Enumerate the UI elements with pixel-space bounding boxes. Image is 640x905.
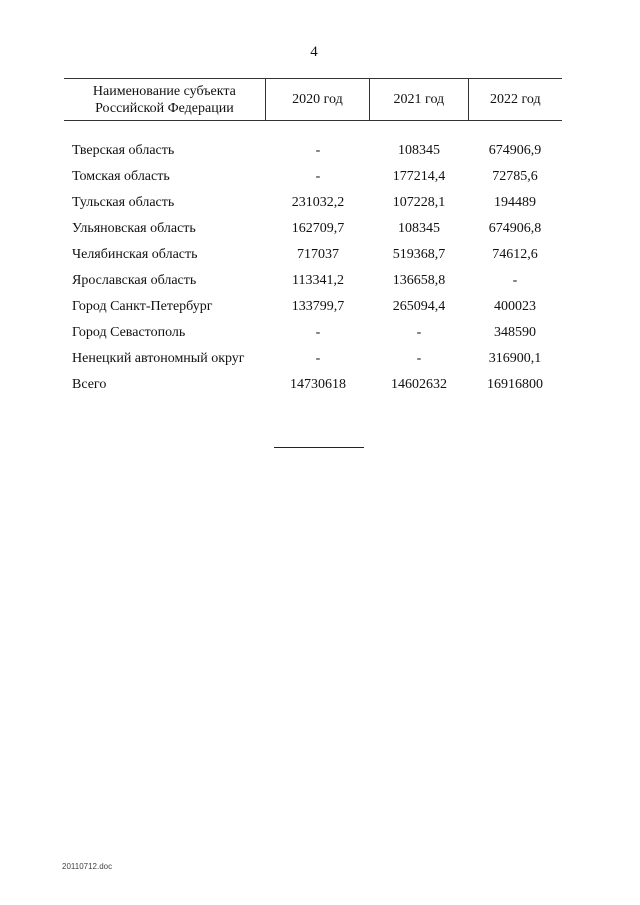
- table-row: [64, 346, 562, 372]
- value-2022: 72785,6: [492, 169, 538, 184]
- region-name: Город Санкт-Петербург: [72, 299, 213, 314]
- table-row: [64, 320, 562, 346]
- footer-document-code: 20110712.doc: [62, 862, 113, 871]
- header-year-2021: 2021 год: [369, 79, 467, 120]
- value-2020: 162709,7: [291, 221, 345, 236]
- value-2021: 108345: [398, 221, 440, 236]
- value-2021: -: [416, 325, 422, 340]
- table-row: [64, 138, 562, 164]
- value-2020: 14730618: [290, 377, 346, 392]
- value-2022: 674906,8: [488, 221, 542, 236]
- table-row: [64, 216, 562, 242]
- region-name: Тверская область: [72, 143, 175, 158]
- page-number: 4: [310, 44, 318, 60]
- region-name: Ненецкий автономный округ: [72, 351, 245, 366]
- value-2022: 348590: [494, 325, 536, 340]
- region-name: Тульская область: [72, 195, 175, 210]
- region-name: Ярославская область: [72, 273, 197, 288]
- value-2022: 400023: [494, 299, 536, 314]
- table-row: [64, 294, 562, 320]
- table-row: [64, 190, 562, 216]
- header-year-2020: 2020 год: [265, 79, 369, 120]
- value-2022: 674906,9: [488, 143, 542, 158]
- value-2022: 194489: [494, 195, 536, 210]
- value-2020: -: [315, 169, 321, 184]
- end-divider-line: [274, 447, 364, 448]
- value-2020: 717037: [297, 247, 339, 262]
- region-name: Всего: [72, 377, 107, 392]
- table-row: [64, 164, 562, 190]
- header-year-2022: 2022 год: [468, 79, 562, 120]
- value-2021: 107228,1: [392, 195, 446, 210]
- value-2020: -: [315, 143, 321, 158]
- value-2021: 108345: [398, 143, 440, 158]
- value-2020: -: [315, 351, 321, 366]
- value-2020: -: [315, 325, 321, 340]
- value-2021: 177214,4: [392, 169, 446, 184]
- value-2020: 113341,2: [292, 273, 344, 288]
- value-2022: 74612,6: [492, 247, 538, 262]
- value-2021: 519368,7: [392, 247, 446, 262]
- region-name: Ульяновская область: [72, 221, 196, 236]
- value-2020: 133799,7: [291, 299, 345, 314]
- table-row: [64, 268, 562, 294]
- region-name: Челябинская область: [72, 247, 198, 262]
- value-2022: 316900,1: [488, 351, 542, 366]
- value-2021: -: [416, 351, 422, 366]
- value-2021: 136658,8: [392, 273, 446, 288]
- value-2021: 265094,4: [392, 299, 446, 314]
- value-2020: 231032,2: [291, 195, 345, 210]
- region-name: Томская область: [72, 169, 170, 184]
- table-header: [64, 78, 562, 121]
- table-body: [64, 138, 562, 398]
- region-name: Город Севастополь: [72, 325, 186, 340]
- value-2022: 16916800: [487, 377, 543, 392]
- table-row: [64, 242, 562, 268]
- header-region-name: Наименование субъекта Российской Федерации: [92, 83, 236, 116]
- value-2021: 14602632: [391, 377, 447, 392]
- table-row-total: [64, 372, 562, 398]
- value-2022: -: [512, 273, 518, 288]
